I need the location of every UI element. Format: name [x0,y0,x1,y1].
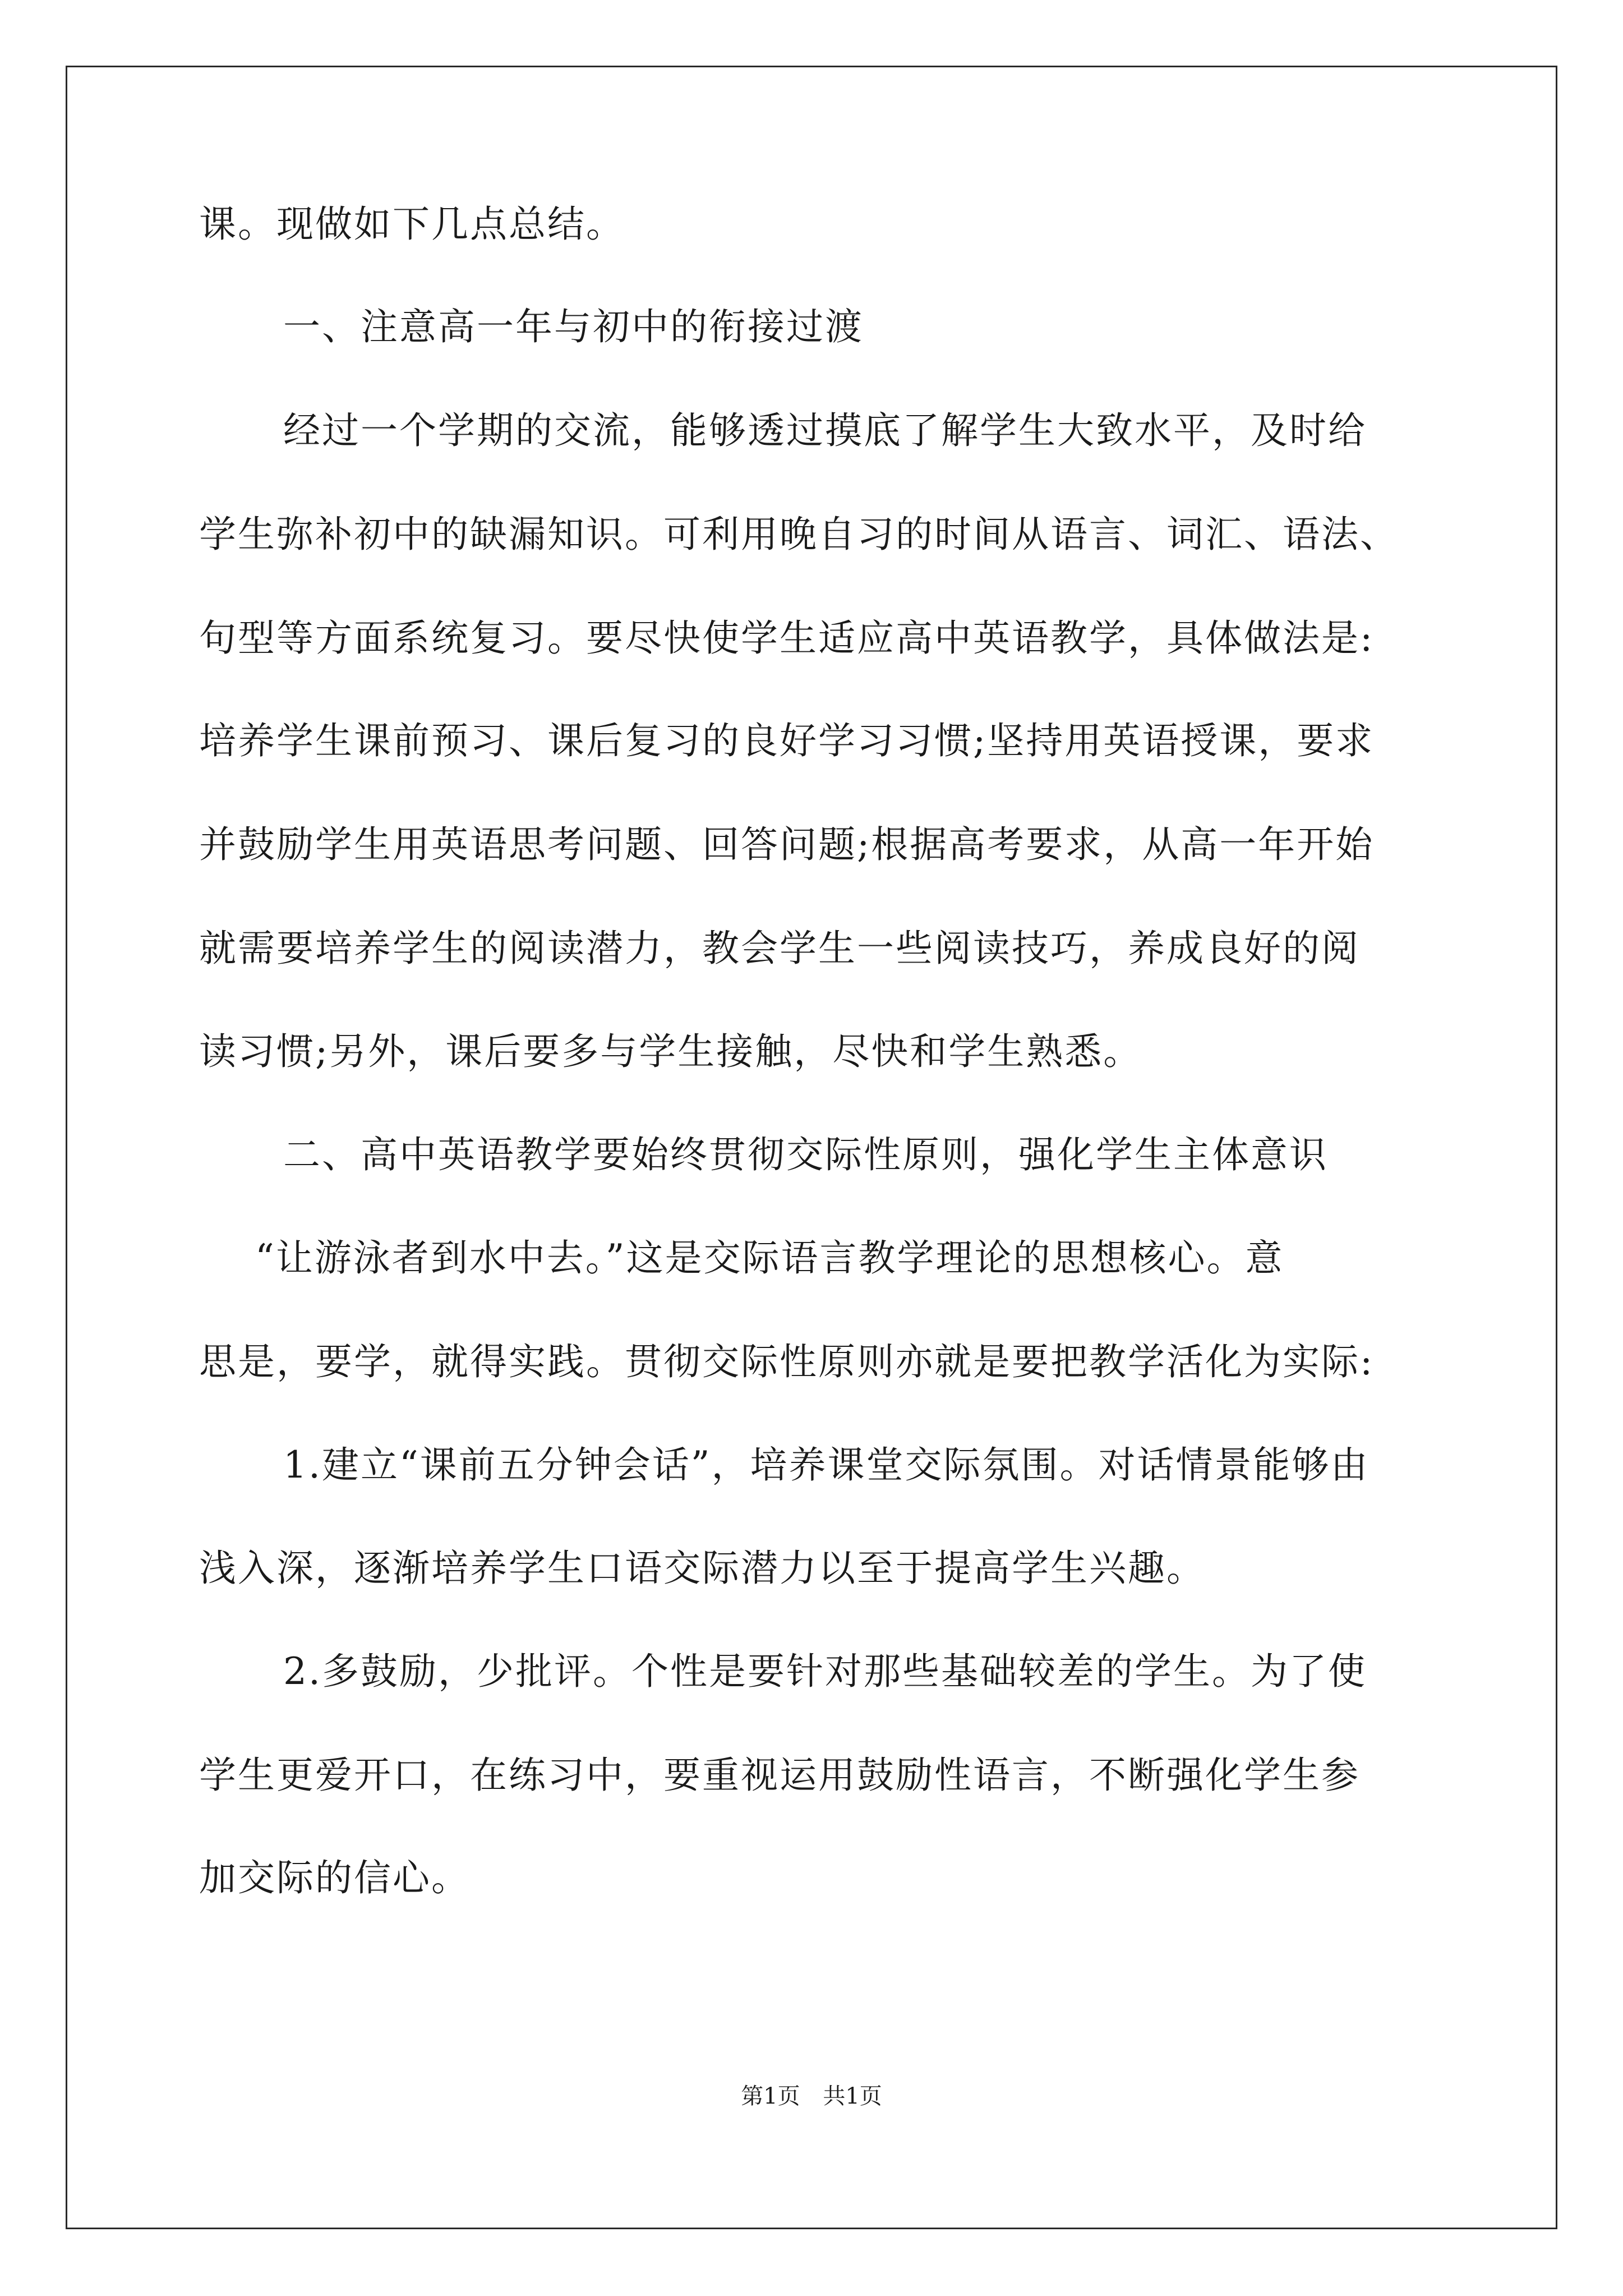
section-heading: 一、注意高一年与初中的衔接过渡 [283,305,864,348]
text-line: 思是，要学，就得实践。贯彻交际性原则亦就是要把教学活化为实际: [199,1340,1375,1383]
text-line: 就需要培养学生的阅读潜力，教会学生一些阅读技巧，养成良好的阅 [199,927,1360,970]
text-line: 课。现做如下几点总结。 [199,203,625,246]
text-line: 学生弥补初中的缺漏知识。可利用晚自习的时间从语言、词汇、语法、 [199,513,1399,556]
text-line: 学生更爱开口，在练习中，要重视运用鼓励性语言，不断强化学生参 [199,1754,1360,1797]
text-line: 经过一个学期的交流，能够透过摸底了解学生大致水平，及时给 [283,409,1367,452]
text-line: 2.多鼓励，少批评。个性是要针对那些基础较差的学生。为了使 [283,1650,1367,1693]
section-heading: 二、高中英语教学要始终贯彻交际性原则，强化学生主体意识 [283,1133,1328,1176]
text-line: 1.建立“课前五分钟会话”，培养课堂交际氛围。对话情景能够由 [283,1443,1370,1487]
text-line: 句型等方面系统复习。要尽快使学生适应高中英语教学，具体做法是: [199,616,1375,660]
page-number: 第1页 [741,2083,800,2109]
text-line: 加交际的信心。 [199,1856,470,1899]
page-footer [0,2082,1623,2110]
text-line: “让游泳者到水中去。”这是交际语言教学理论的思想核心。意 [255,1236,1284,1280]
text-line: 并鼓励学生用英语思考问题、回答问题;根据高考要求，从高一年开始 [199,823,1375,866]
text-line: 读习惯;另外，课后要多与学生接触，尽快和学生熟悉。 [199,1030,1142,1073]
page-total: 共1页 [823,2083,882,2109]
text-line: 培养学生课前预习、课后复习的良好学习习惯;坚持用英语授课，要求 [199,719,1375,762]
text-line: 浅入深，逐渐培养学生口语交际潜力以至于提高学生兴趣。 [199,1547,1205,1590]
